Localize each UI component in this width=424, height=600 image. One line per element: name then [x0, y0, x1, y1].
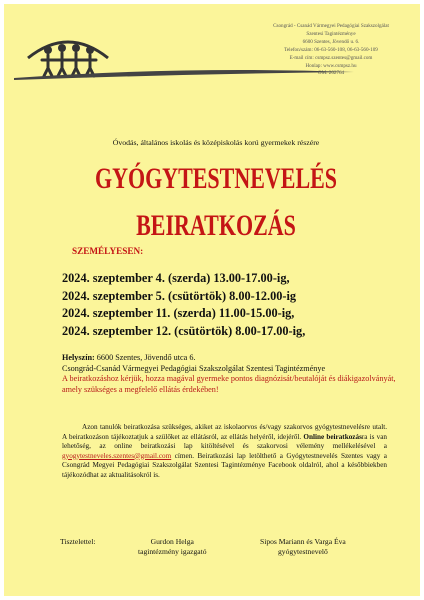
flyer-page [4, 4, 420, 596]
body-p1b: ra is van lehetőség, az online beiratkozási lap kitöltésével és szakorvosi vélemény mellékelésével a [62, 432, 388, 450]
signature-right-title: gyógytestnevelő [278, 546, 328, 556]
signature-left-name: Gurdon Helga [150, 537, 194, 546]
date-item: 2024. szeptember 5. (csütörtök) 8.00-12.00-ig [62, 288, 297, 303]
org-line: E-mail cím: csmpsz.szentes@gmail.com [289, 54, 373, 61]
signature-left-title: tagintézmény igazgató [138, 546, 207, 556]
date-item: 2024. szeptember 12. (csütörtök) 8.00-17.00-ig, [62, 323, 306, 338]
organization-info [236, 23, 420, 78]
org-line: Szentesi Tagintézménye [306, 30, 356, 37]
location-block [62, 353, 397, 395]
org-line: OM: 202764 [317, 70, 345, 77]
location-notice: A beiratkozáshoz kérjük, hozza magával gyermeke pontos diagnózisát/beutalóját és diákigazolványát, amely szükséges a megfelelő ellátás érdekében! [62, 374, 396, 394]
signature-right-name: Sipos Mariann és Varga Éva [260, 537, 346, 546]
greeting: Tisztelettel: [60, 537, 96, 546]
body-paragraph [62, 423, 387, 480]
location-label: Helyszín: [62, 353, 95, 362]
body-text [62, 423, 387, 480]
title-sub: BEIRATKOZÁS [136, 208, 296, 242]
org-line: Telefon/szám: 06-63-560-108, 06-63-560-109 [284, 46, 378, 53]
signature-left [138, 537, 207, 557]
signature-right [260, 537, 346, 557]
org-line: 6600 Szentes, Jövendő u. 6. [302, 38, 360, 45]
date-list [62, 270, 305, 340]
date-item: 2024. szeptember 11. (szerda) 11.00-15.00-ig, [62, 306, 295, 320]
intro-text: Óvodás, általános iskolás és középiskolás korú gyermekek részére [112, 138, 320, 147]
title-main: GYÓGYTESTNEVELÉS [94, 161, 338, 195]
body-p1: Azon tanulók beiratkozása szükséges, akiket az iskolaorvos és/vagy szakorvos gyógytestnevelésre utalt. A beiratkozáson tájékoztatjuk a szülőket az ellátásról, az ellátás helyéről, idejéről. [62, 423, 387, 441]
org-line: Csongrád - Csanád Vármegyei Pedagógiai Szakszolgálat [273, 23, 389, 29]
org-line: Honlap: www.csmpsz.hu [305, 62, 357, 69]
email-link[interactable]: gyogytestneveles.szentes@gmail.com [62, 451, 172, 460]
date-item: 2024. szeptember 4. (szerda) 13.00-17.00-ig, [62, 271, 290, 285]
online-label: Online beiratkozás [303, 432, 362, 441]
location-institution: Csongrád-Csanád Vármegyei Pedagógiai Szakszolgálat Szentesi Tagintézménye [62, 363, 326, 373]
in-person-label: SZEMÉLYESEN: [72, 246, 144, 256]
location-address: 6600 Szentes, Jövendő utca 6. [96, 353, 196, 362]
body-p1c: címen. Beiratkozási lap letölthető a Gyógytestnevelés Szentes vagy a Csongrád Megyei Pedagógiai Szakszolgálat Szentesi Tagintézménye Facebook oldalról, ahol a későbbiekben tájékozódhat az aktualitásokról is. [62, 451, 387, 479]
